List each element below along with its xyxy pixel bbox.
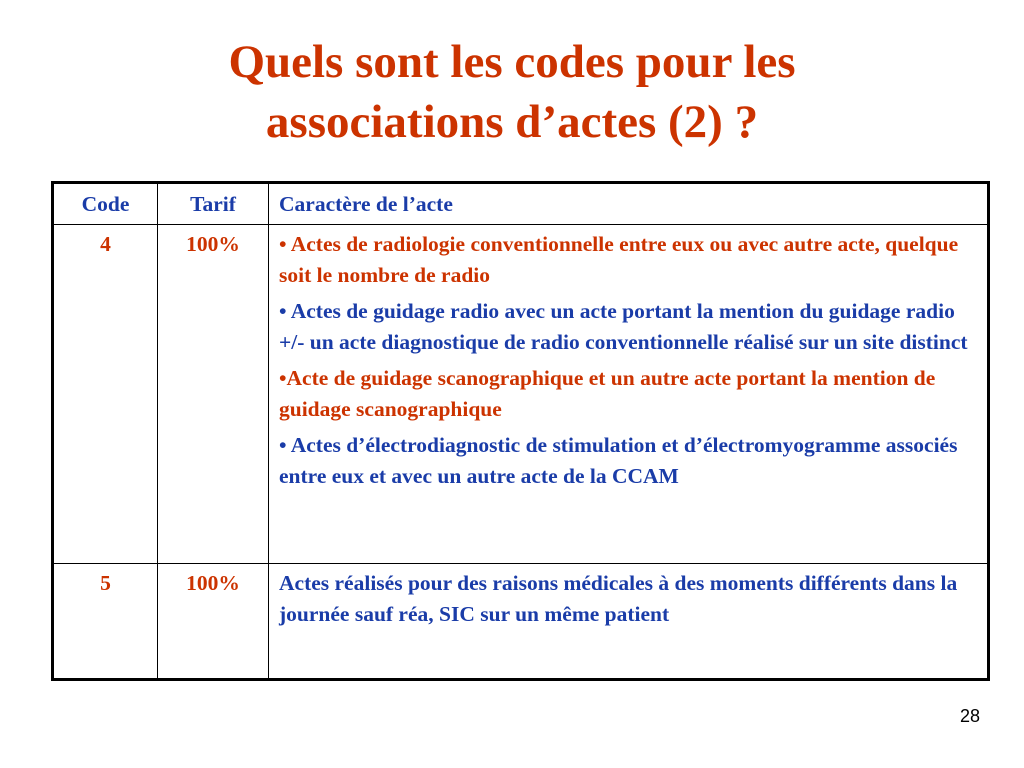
header-tarif: Tarif	[158, 183, 269, 225]
slide-title	[0, 32, 1024, 152]
codes-table	[51, 181, 990, 681]
page-number: 28	[959, 706, 980, 726]
slide-title-line-2: associations d’actes (2) ?	[265, 96, 759, 148]
description-item: • Actes de radiologie conventionnelle entre eux ou avec autre acte, quelque soit le nombre de radio	[279, 232, 959, 287]
description-cell	[269, 564, 989, 680]
description-item: Actes réalisés pour des raisons médicales à des moments différents dans la journée sauf réa, SIC sur un même patient	[279, 571, 958, 626]
header-code: Code	[53, 183, 158, 225]
code-cell: 4	[53, 225, 158, 564]
table-header-row	[53, 183, 989, 225]
tarif-cell: 100%	[158, 564, 269, 680]
description-item: • Actes de guidage radio avec un acte portant la mention du guidage radio +/- un acte diagnostique de radio conventionnelle réalisé sur un site distinct	[279, 299, 968, 354]
description-cell	[269, 225, 989, 564]
header-caractere: Caractère de l’acte	[269, 183, 989, 225]
tarif-cell: 100%	[158, 225, 269, 564]
table-row	[53, 225, 989, 564]
description-item: • Actes d’électrodiagnostic de stimulation et d’électromyogramme associés entre eux et avec un autre acte de la CCAM	[279, 433, 958, 488]
slide-title-line-1: Quels sont les codes pour les	[228, 36, 796, 88]
code-cell: 5	[53, 564, 158, 680]
description-item: •Acte de guidage scanographique et un autre acte portant la mention de guidage scanographique	[279, 366, 936, 421]
table-row	[53, 564, 989, 680]
